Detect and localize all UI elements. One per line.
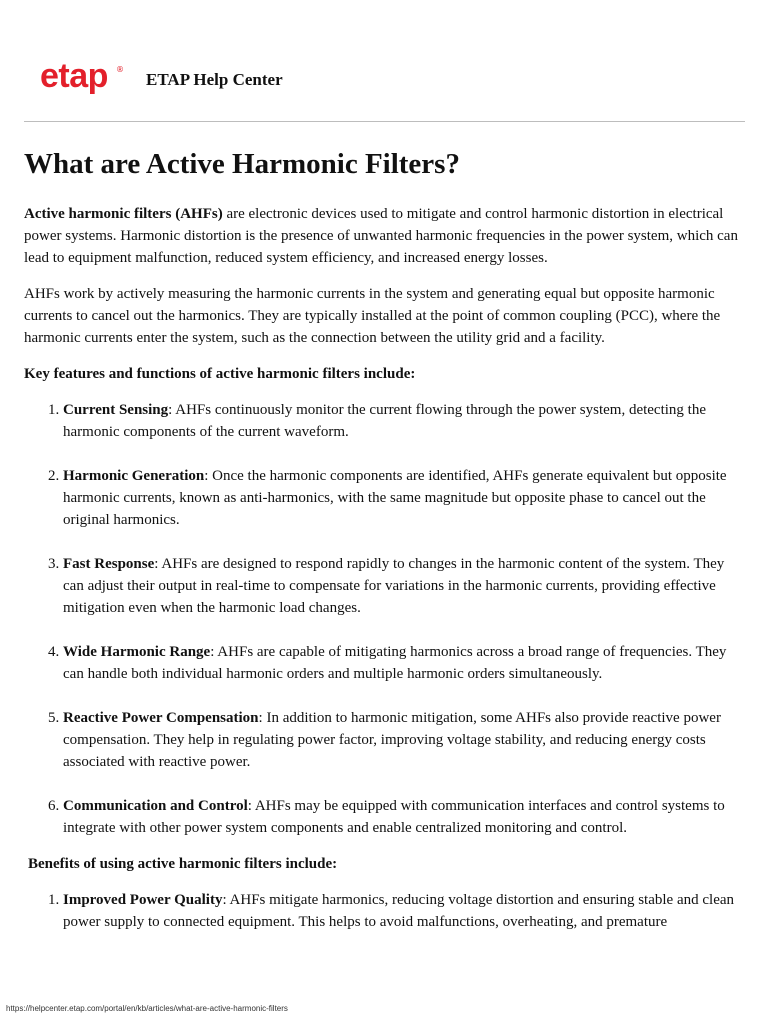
features-heading: Key features and functions of active harmonic filters include: [24, 366, 416, 382]
list-item-text: : AHFs mitigate harmonics, reducing voltage distortion and ensuring stable and clean power supply to connected equipment. This helps to avoid malfunctions, overheating, and premature [63, 892, 735, 930]
header-divider [24, 121, 745, 122]
list-item-term: Improved Power Quality [63, 892, 223, 908]
intro-paragraph [24, 203, 746, 269]
list-item [63, 707, 746, 773]
list-item-term: Communication and Control [63, 798, 248, 814]
footer-url: https://helpcenter.etap.com/portal/en/kb/articles/what-are-active-harmonic-filters [6, 1004, 288, 1013]
list-item-term: Harmonic Generation [63, 468, 205, 484]
list-item-term: Wide Harmonic Range [63, 644, 211, 660]
list-item-text: : AHFs are designed to respond rapidly to changes in the harmonic content of the system. They can adjust their output in real-time to compensate for variations in the harmonic currents, providing effective mitigation even when the harmonic load changes. [63, 556, 725, 616]
article-body [24, 138, 746, 947]
list-item [63, 795, 746, 839]
list-item-term: Reactive Power Compensation [63, 710, 259, 726]
list-item-text: : AHFs may be equipped with communication interfaces and control systems to integrate with other power system components and enable centralized monitoring and control. [63, 798, 725, 836]
list-item [63, 465, 746, 531]
features-list [24, 399, 746, 839]
benefits-list [24, 889, 746, 933]
list-item-text: : Once the harmonic components are identified, AHFs generate equivalent but opposite harmonic currents, known as anti-harmonics, with the same magnitude but opposite phase to cancel out the original harmonics. [63, 468, 727, 528]
intro-text: are electronic devices used to mitigate and control harmonic distortion in electrical power systems. Harmonic distortion is the presence of unwanted harmonic frequencies in the power system, which can lead to equipment malfunction, reduced system efficiency, and increased energy losses. [24, 206, 738, 266]
benefits-heading: Benefits of using active harmonic filters include: [28, 856, 338, 872]
list-item [63, 553, 746, 619]
list-item [63, 399, 746, 443]
page-header [0, 0, 768, 122]
list-item-text: : AHFs are capable of mitigating harmonics across a broad range of frequencies. They can handle both individual harmonic orders and multiple harmonic orders simultaneously. [63, 644, 727, 682]
site-title[interactable]: ETAP Help Center [146, 70, 283, 89]
list-item-term: Fast Response [63, 556, 155, 572]
etap-logo[interactable]: etap [40, 57, 108, 95]
list-item-text: : In addition to harmonic mitigation, some AHFs also provide reactive power compensation. They help in regulating power factor, improving voltage stability, and reducing energy costs associated with reactive power. [63, 710, 721, 770]
article-title: What are Active Harmonic Filters? [24, 148, 460, 180]
list-item-term: Current Sensing [63, 402, 169, 418]
list-item-text: : AHFs continuously monitor the current flowing through the power system, detecting the harmonic components of the current waveform. [63, 402, 706, 440]
registered-mark: ® [116, 65, 124, 74]
mechanism-paragraph: AHFs work by actively measuring the harmonic currents in the system and generating equal but opposite harmonic currents to cancel out the harmonics. They are typically installed at the point of common coupling (PCC), where the harmonic currents enter the system, such as the connection between the utility grid and a facility. [24, 286, 721, 346]
list-item [63, 889, 746, 933]
list-item [63, 641, 746, 685]
intro-term: Active harmonic filters (AHFs) [24, 206, 223, 222]
